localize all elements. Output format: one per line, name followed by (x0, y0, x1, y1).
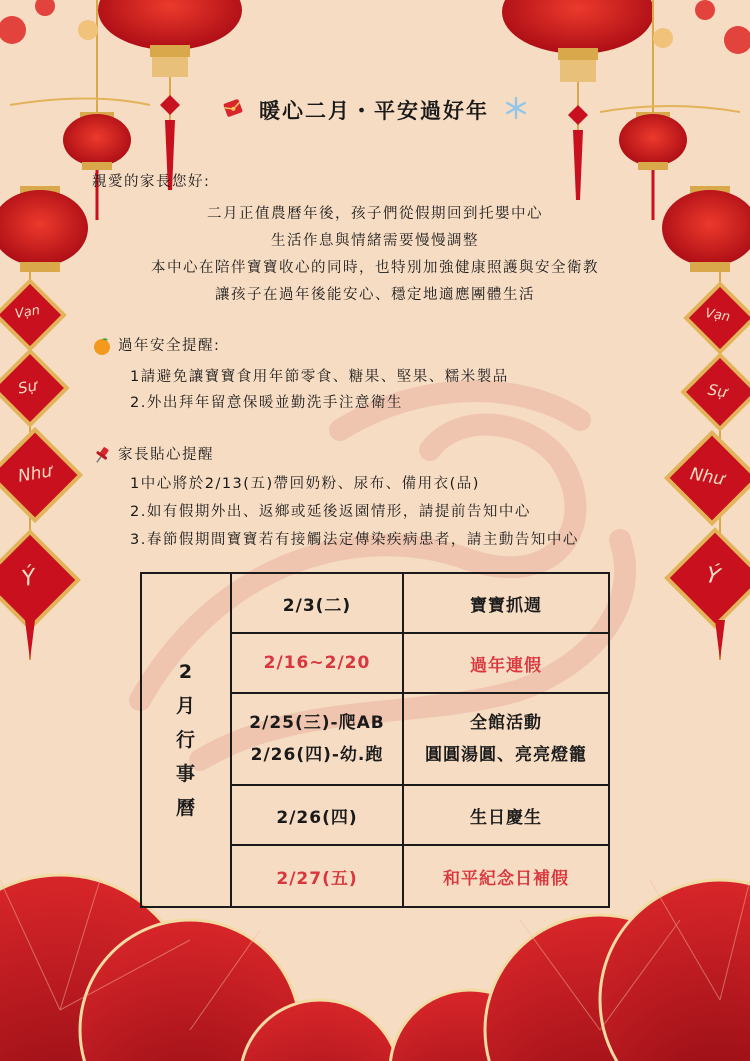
orange-icon (92, 336, 112, 356)
calendar-date: 2/16~2/20 (231, 633, 403, 693)
panel-letter: Như (688, 464, 726, 490)
right-panels (667, 270, 750, 660)
calendar-date (231, 693, 403, 785)
page-title (0, 95, 750, 125)
calendar-date: 2/3(二) (231, 573, 403, 633)
safety-item: 2.外出拜年留意保暖並勤洗手注意衛生 (130, 395, 403, 411)
intro-line: 生活作息與情緒需要慢慢調整 (271, 233, 479, 249)
panel-letter: Vạn (13, 302, 42, 323)
intro-line: 讓孩子在過年後能安心、穩定地適應團體生活 (215, 287, 535, 303)
safety-item: 1請避免讓寶寶食用年節零食、糖果、堅果、糯米製品 (130, 369, 509, 385)
panel-letter: Sự (16, 376, 39, 398)
title-text: 暖心二月・平安過好年 (259, 99, 489, 123)
greeting: 親愛的家長您好: (92, 174, 211, 190)
parents-item: 3.春節假期間寶寶若有接觸法定傳染疾病患者，請主動告知中心 (130, 532, 579, 548)
side-label-char: 曆 (175, 797, 196, 819)
calendar-event (403, 693, 609, 785)
safety-heading-text: 過年安全提醒: (118, 338, 221, 354)
table-row (141, 573, 609, 633)
panel-letter: Sự (706, 380, 729, 402)
intro-line: 二月正值農曆年後，孩子們從假期回到托嬰中心 (207, 206, 543, 222)
calendar-event: 和平紀念日補假 (403, 845, 609, 907)
calendar-date: 2/27(五) (231, 845, 403, 907)
safety-heading (92, 334, 220, 356)
panel-letter: Như (16, 461, 54, 487)
panel-letter: Ý (19, 565, 38, 592)
calendar-side-label (141, 573, 231, 907)
calendar-event: 寶寶抓週 (403, 573, 609, 633)
event-line: 圓圓湯圓、亮亮燈籠 (425, 745, 587, 765)
snowflake-icon (504, 96, 528, 125)
calendar-table (140, 572, 610, 908)
parents-heading (92, 443, 214, 465)
intro-line: 本中心在陪伴寶寶收心的同時，也特別加強健康照護與安全衛教 (151, 260, 599, 276)
side-label-char: 2 (178, 661, 194, 683)
date-line: 2/25(三)-爬AB (249, 713, 385, 733)
panel-letter: Ý (703, 563, 722, 590)
calendar-event: 生日慶生 (403, 785, 609, 845)
pushpin-icon (92, 445, 112, 465)
side-label-char: 行 (175, 729, 196, 751)
parents-heading-text: 家長貼心提醒 (118, 447, 214, 463)
parents-item: 1中心將於2/13(五)帶回奶粉、尿布、備用衣(品) (130, 476, 480, 492)
event-line: 全館活動 (470, 713, 542, 733)
calendar-event: 過年連假 (403, 633, 609, 693)
date-line: 2/26(四)-幼.跑 (250, 745, 384, 765)
panel-letter: Vạn (703, 305, 732, 326)
parents-item: 2.如有假期外出、返鄉或延後返園情形，請提前告知中心 (130, 504, 531, 520)
red-envelope-icon (222, 97, 244, 124)
side-label-char: 事 (175, 763, 196, 785)
calendar-date: 2/26(四) (231, 785, 403, 845)
side-label-char: 月 (175, 695, 196, 717)
